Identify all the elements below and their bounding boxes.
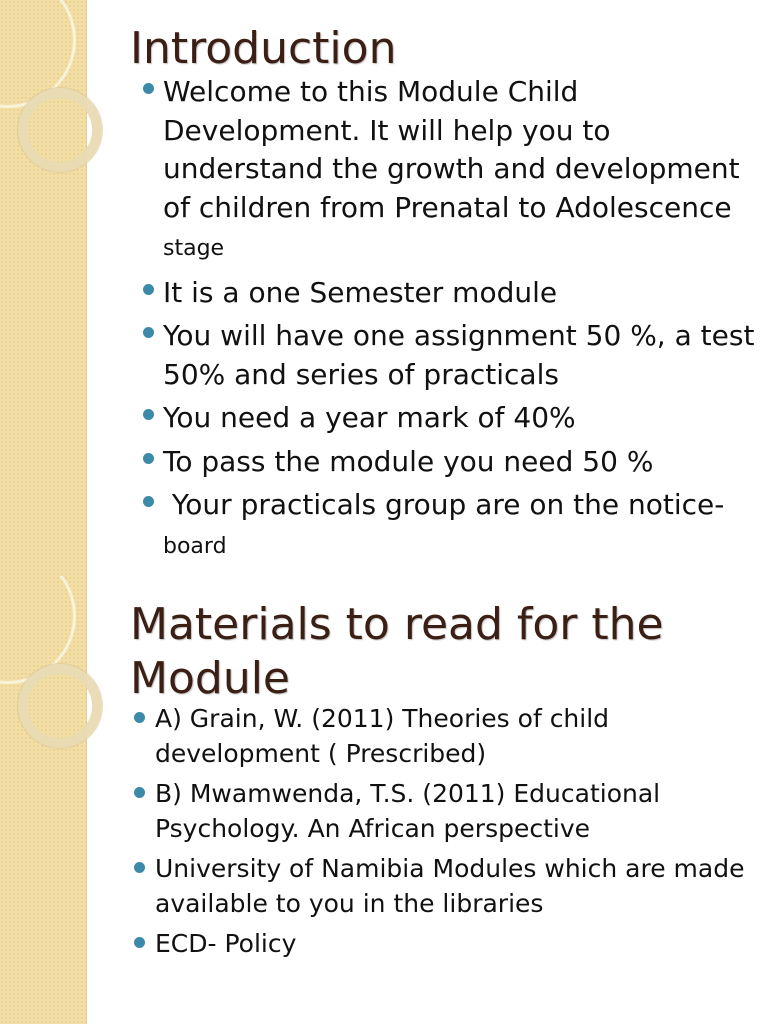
bullet-dot-icon — [143, 409, 154, 420]
bullet-text: To pass the module you need 50 % — [163, 444, 654, 478]
bullet-dot-icon — [143, 83, 154, 94]
bullet-text: University of Namibia Modules which are made available to you in the libraries — [155, 854, 745, 918]
bullet-item — [134, 702, 754, 771]
decorative-sidebar — [0, 576, 87, 1024]
bullet-text: Your practicals group are on the notice- — [163, 488, 725, 521]
slide-title: Materials to read for the Module — [130, 599, 664, 704]
bullet-item — [143, 73, 763, 269]
slide-materials — [0, 576, 768, 1024]
bullet-dot-icon — [143, 284, 154, 295]
bullet-dot-icon — [134, 787, 145, 798]
bullet-text: Welcome to this Module Child Development. It will help you to understand the growth and development of children from Prenatal to Adolescence — [163, 75, 740, 224]
bullet-text: It is a one Semester module — [163, 275, 558, 309]
decorative-ring-small — [18, 88, 102, 172]
bullet-dot-icon — [143, 327, 154, 338]
bullet-item — [134, 777, 754, 846]
bullet-dot-icon — [134, 712, 145, 723]
bullet-text: ECD- Policy — [155, 929, 297, 958]
bullet-text-suffix: board — [163, 533, 227, 559]
bullet-dot-icon — [143, 496, 154, 507]
bullet-text: You need a year mark of 40% — [163, 401, 576, 434]
bullet-item — [143, 399, 763, 438]
bullet-list — [134, 702, 754, 968]
bullet-item — [143, 274, 763, 313]
bullet-item — [143, 486, 763, 566]
bullet-list — [143, 73, 763, 571]
bullet-text: B) Mwamwenda, T.S. (2011) Educational Psychology. An African perspective — [155, 779, 661, 843]
decorative-sidebar — [0, 0, 87, 576]
slide-title: Introduction — [130, 23, 397, 74]
bullet-item — [143, 443, 763, 482]
bullet-item — [134, 927, 754, 962]
bullet-dot-icon — [134, 937, 145, 948]
bullet-item — [134, 852, 754, 921]
bullet-dot-icon — [143, 453, 154, 464]
decorative-ring-small — [18, 664, 102, 748]
bullet-text: A) Grain, W. (2011) Theories of child development ( Prescribed) — [155, 704, 610, 768]
bullet-item — [143, 317, 763, 394]
bullet-text: You will have one assignment 50 %, a test 50% and series of practicals — [163, 319, 755, 391]
bullet-text-suffix: stage — [163, 236, 225, 261]
bullet-dot-icon — [134, 862, 145, 873]
